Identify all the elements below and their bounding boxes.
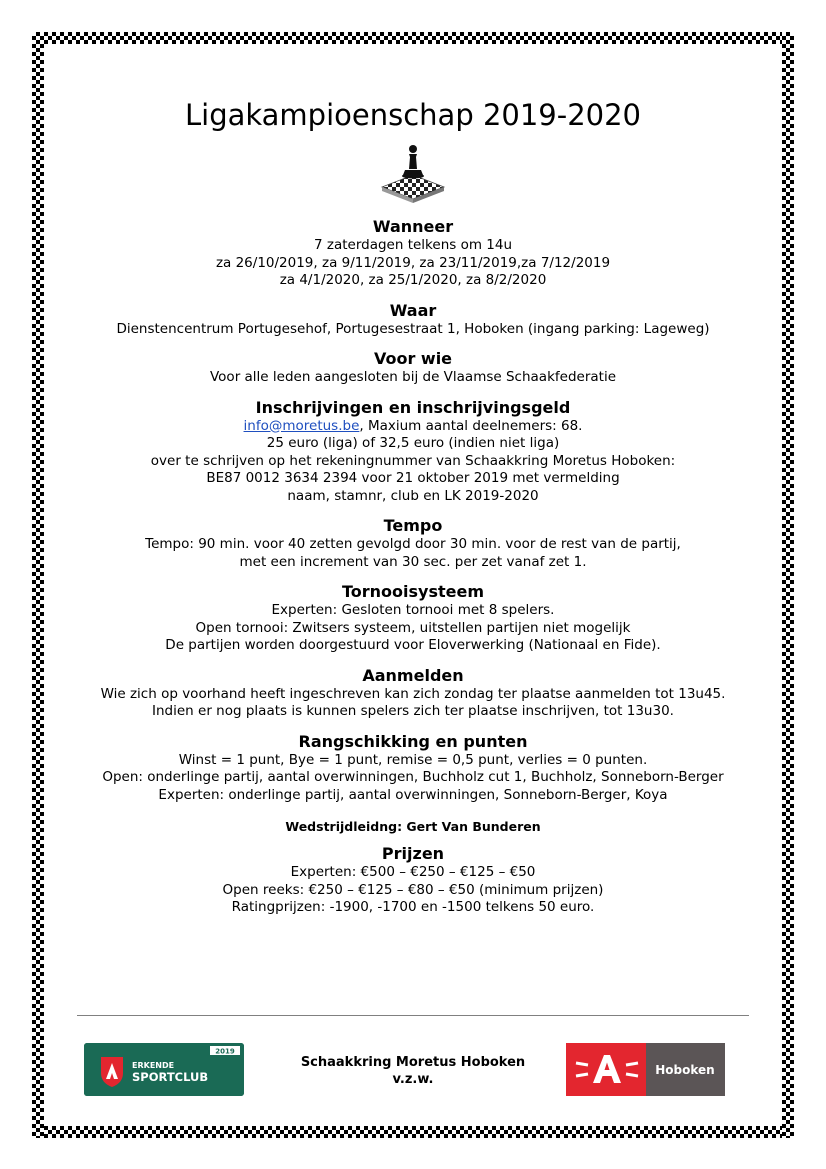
section-rangschikking — [50, 732, 776, 805]
club-name-line2: v.z.w. — [392, 1072, 434, 1087]
text-line: De partijen worden doorgestuurd voor Eloverwerking (Nationaal en Fide). — [165, 637, 661, 653]
border-top — [32, 32, 794, 44]
section-prijzen — [50, 844, 776, 917]
text-line: Experten: Gesloten tornooi met 8 spelers. — [271, 602, 555, 618]
border-bottom — [32, 1126, 794, 1138]
text-line: Indien er nog plaats is kunnen spelers zich ter plaatse inschrijven, tot 13u30. — [152, 703, 674, 719]
chess-pawn-board-icon — [380, 143, 446, 205]
section-voor-wie — [50, 349, 776, 387]
text-line: Ratingprijzen: -1900, -1700 en -1500 telkens 50 euro. — [231, 899, 595, 915]
section-heading: Waar — [389, 300, 437, 320]
text-line: za 26/10/2019, za 9/11/2019, za 23/11/2019,za 7/12/2019 — [215, 254, 611, 271]
email-link[interactable]: info@moretus.be — [243, 417, 360, 434]
section-wedstrijdleiding — [50, 818, 776, 836]
document-body — [50, 95, 776, 917]
text-line: Experten: onderlinge partij, aantal overwinningen, Sonneborn-Berger, Koya — [158, 786, 668, 803]
text-line: za 4/1/2020, za 25/1/2020, za 8/2/2020 — [279, 272, 547, 288]
text-line: Experten: €500 – €250 – €125 – €50 — [290, 864, 536, 880]
text-line: met een increment van 30 sec. per zet vanaf zet 1. — [239, 553, 587, 570]
section-heading: Voor wie — [373, 349, 453, 368]
section-heading: Rangschikking en punten — [298, 731, 528, 751]
border-left — [32, 32, 44, 1138]
club-name — [250, 1054, 576, 1088]
text-line — [50, 418, 776, 436]
section-aanmelden — [50, 666, 776, 721]
text-line: Tempo: 90 min. voor 40 zetten gevolgd door 30 min. voor de rest van de partij, — [145, 536, 681, 552]
sportclub-badge-graphic — [84, 1043, 244, 1096]
border-right — [782, 32, 794, 1138]
section-heading: Tempo — [383, 516, 443, 535]
section-heading: Tornooisysteem — [341, 582, 485, 601]
text-line: 7 zaterdagen telkens om 14u — [313, 237, 513, 253]
email-suffix: , Maxium aantal deelnemers: 68. — [359, 417, 583, 434]
text-line: Dienstencentrum Portugesehof, Portugesestraat 1, Hoboken (ingang parking: Lageweg) — [116, 320, 710, 337]
section-waar — [50, 301, 776, 339]
sportclub-year: 2019 — [215, 1047, 235, 1056]
section-inschrijvingen — [50, 398, 776, 506]
text-line: Open: onderlinge partij, aantal overwinningen, Buchholz cut 1, Buchholz, Sonneborn-Berger — [102, 769, 724, 785]
section-heading: Inschrijvingen en inschrijvingsgeld — [255, 397, 571, 417]
section-wanneer — [50, 217, 776, 290]
wedstrijdleiding-line: Wedstrijdleidng: Gert Van Bunderen — [285, 819, 541, 834]
text-line: over te schrijven op het rekeningnummer van Schaakkring Moretus Hoboken: — [150, 452, 676, 469]
page-title: Ligakampioenschap 2019-2020 — [184, 98, 642, 132]
text-line: naam, stamnr, club en LK 2019-2020 — [287, 487, 539, 504]
text-line: Wie zich op voorhand heeft ingeschreven kan zich zondag ter plaatse aanmelden tot 13u45. — [100, 685, 726, 702]
club-name-line1: Schaakkring Moretus Hoboken — [300, 1055, 526, 1070]
district-hoboken-logo — [566, 1043, 725, 1096]
district-logo-text: Hoboken — [655, 1063, 715, 1077]
section-heading: Aanmelden — [362, 665, 464, 685]
sportclub-logo — [84, 1043, 244, 1096]
district-logo-graphic — [566, 1043, 725, 1096]
text-line: BE87 0012 3634 2394 voor 21 oktober 2019 met vermelding — [206, 470, 620, 486]
section-tornooisysteem — [50, 582, 776, 655]
section-heading: Wanneer — [372, 217, 454, 236]
footer-divider — [77, 1015, 749, 1016]
section-tempo — [50, 516, 776, 571]
text-line: Open reeks: €250 – €125 – €80 – €50 (minimum prijzen) — [222, 881, 604, 898]
text-line: Open tornooi: Zwitsers systeem, uitstellen partijen niet mogelijk — [195, 619, 631, 636]
section-heading: Prijzen — [381, 844, 445, 863]
text-line: Voor alle leden aangesloten bij de Vlaamse Schaakfederatie — [209, 369, 617, 385]
text-line: Winst = 1 punt, Bye = 1 punt, remise = 0,5 punt, verlies = 0 punten. — [178, 751, 648, 768]
sportclub-small-text: ERKENDE — [132, 1061, 175, 1070]
text-line: 25 euro (liga) of 32,5 euro (indien niet liga) — [266, 435, 560, 451]
sportclub-big-text: SPORTCLUB — [132, 1070, 209, 1084]
